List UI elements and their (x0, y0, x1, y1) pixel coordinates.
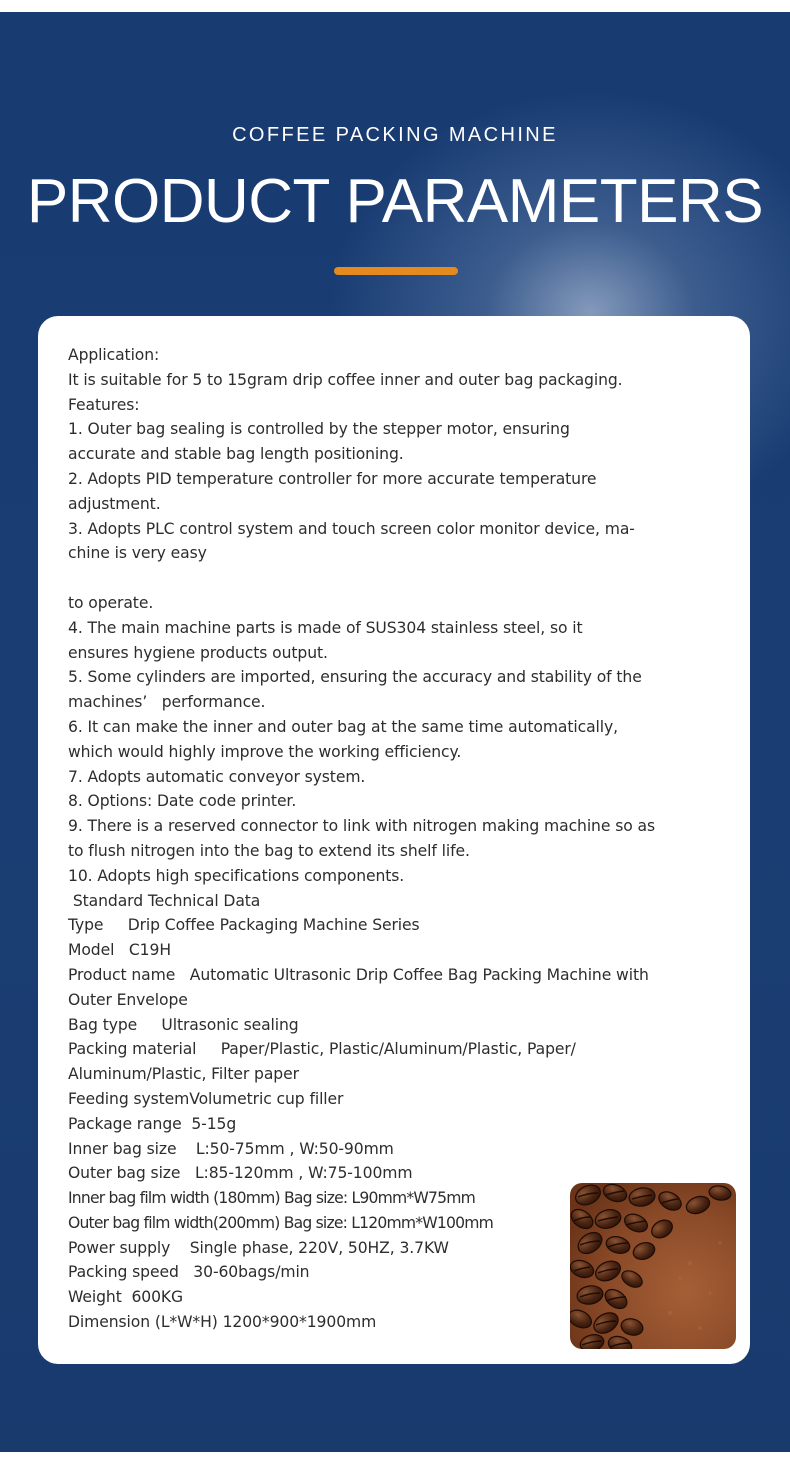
header-subtitle: COFFEE PACKING MACHINE (232, 124, 558, 146)
text-line: to flush nitrogen into the bag to extend its shelf life. (68, 841, 470, 860)
text-line: machines’ performance. (68, 693, 266, 712)
text-line: 10. Adopts high specifications components. (68, 866, 405, 885)
spec-row-weight: Weight 600KG (68, 1288, 184, 1307)
text-line: 6. It can make the inner and outer bag at the same time automatically, (68, 717, 619, 736)
spec-row-model: Model C19H (68, 941, 171, 960)
text-line: It is suitable for 5 to 15gram drip coffee inner and outer bag packaging. (68, 370, 623, 389)
text-line: adjustment. (68, 494, 161, 513)
spec-row-feeding-system: Feeding systemVolumetric cup filler (68, 1089, 344, 1108)
spec-row-product-name: Product name Automatic Ultrasonic Drip Coffee Bag Packing Machine with (68, 965, 649, 984)
spec-row-inner-bag-size: Inner bag size L:50-75mm , W:50-90mm (68, 1139, 394, 1158)
text-line: 3. Adopts PLC control system and touch screen color monitor device, ma- (68, 519, 635, 538)
text-line: which would highly improve the working efficiency. (68, 742, 462, 761)
spec-row-dimension: Dimension (L*W*H) 1200*900*1900mm (68, 1313, 377, 1332)
spec-row-inner-film-width: Inner bag film width (180mm) Bag size: L90mm*W75mm (68, 1189, 476, 1208)
spec-row-bag-type: Bag type Ultrasonic sealing (68, 1015, 299, 1034)
text-line: Standard Technical Data (68, 891, 261, 910)
text-line: chine is very easy (68, 544, 207, 563)
accent-divider (334, 267, 458, 275)
coffee-beans-photo (570, 1183, 736, 1349)
spec-row-packing-material: Packing material Paper/Plastic, Plastic/Aluminum/Plastic, Paper/ (68, 1040, 576, 1059)
parameters-card (38, 316, 750, 1364)
text-line: 8. Options: Date code printer. (68, 792, 297, 811)
spec-row-power-supply: Power supply Single phase, 220V, 50HZ, 3.7KW (68, 1238, 449, 1257)
spec-row-packing-speed: Packing speed 30-60bags/min (68, 1263, 310, 1282)
text-line: 4. The main machine parts is made of SUS304 stainless steel, so it (68, 618, 583, 637)
text-line: ensures hygiene products output. (68, 643, 328, 662)
text-line: 7. Adopts automatic conveyor system. (68, 767, 366, 786)
spec-row-outer-film-width: Outer bag film width(200mm) Bag size: L120mm*W100mm (68, 1213, 494, 1232)
poster-background (0, 12, 790, 1452)
spec-row-outer-bag-size: Outer bag size L:85-120mm , W:75-100mm (68, 1164, 413, 1183)
spec-row-package-range: Package range 5-15g (68, 1114, 237, 1133)
text-line: 2. Adopts PID temperature controller for more accurate temperature (68, 469, 597, 488)
text-line: Application: (68, 346, 160, 364)
text-line: to operate. (68, 593, 154, 612)
text-line: 5. Some cylinders are imported, ensuring the accuracy and stability of the (68, 668, 642, 687)
text-line: Features: (68, 395, 140, 414)
spec-row-type: Type Drip Coffee Packaging Machine Series (68, 916, 420, 935)
text-line: 9. There is a reserved connector to link with nitrogen making machine so as (68, 817, 655, 836)
text-line: Outer Envelope (68, 990, 188, 1009)
text-line: 1. Outer bag sealing is controlled by the stepper motor, ensuring (68, 420, 570, 439)
page-title: PRODUCT PARAMETERS (26, 167, 764, 236)
text-line: Aluminum/Plastic, Filter paper (68, 1065, 299, 1084)
text-line: accurate and stable bag length positioning. (68, 445, 404, 464)
